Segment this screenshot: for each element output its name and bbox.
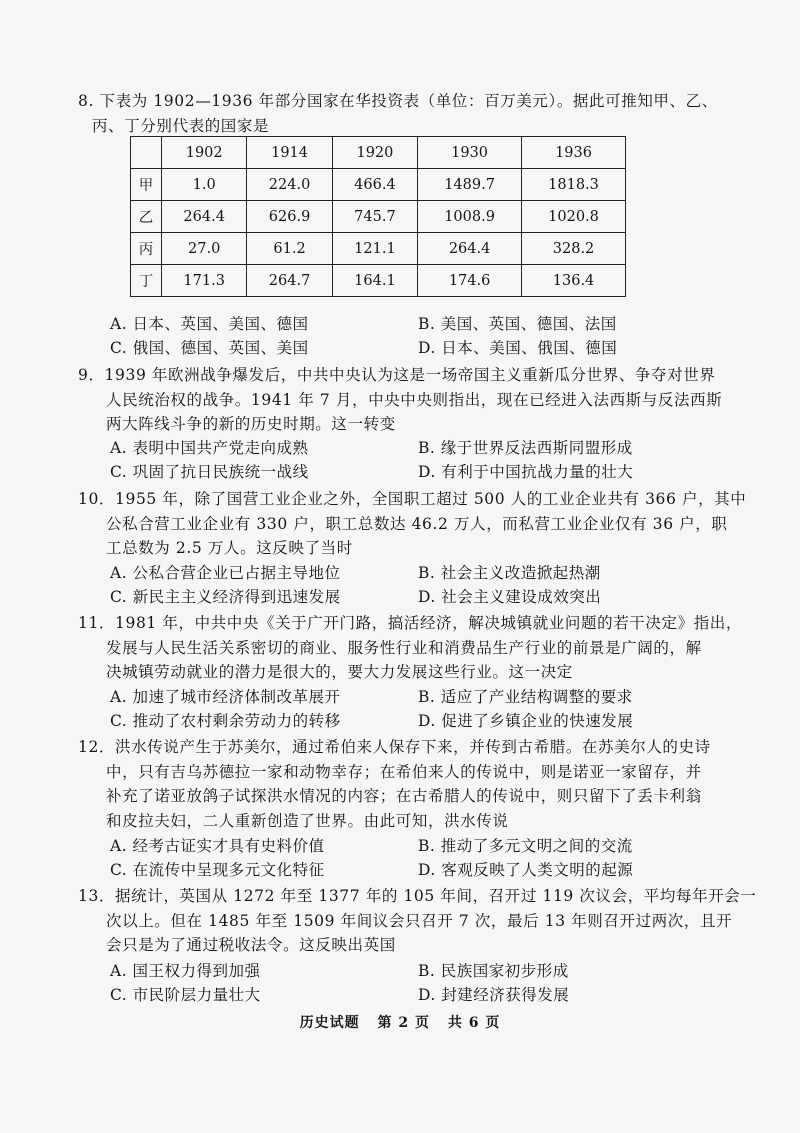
q11-option-d[interactable]: D. 促进了乡镇企业的快速发展 xyxy=(418,712,634,730)
q13-option-a[interactable]: A. 国王权力得到加强 xyxy=(110,962,261,980)
q9-stem-line-2: 人民统治权的战争。1941 年 7 月，中央中央则指出，现在已经进入法西斯与反法西斯 xyxy=(106,391,723,409)
q10-option-d[interactable]: D. 社会主义建设成效突出 xyxy=(418,588,602,606)
q10-stem-line-1: 10．1955 年，除了国营工业企业之外，全国职工超过 500 人的工业企业共有 366 户，其中 xyxy=(78,490,747,508)
q13-stem-line-3: 会只是为了通过税收法令。这反映出英国 xyxy=(106,936,396,954)
table-header-cell xyxy=(131,137,162,169)
q10-stem-line-2: 公私合营工业企业有 330 户，职工总数达 46.2 万人，而私营工业企业仅有 36 户，职 xyxy=(106,515,728,533)
q13-option-d[interactable]: D. 封建经济获得发展 xyxy=(418,986,570,1004)
table-row xyxy=(131,265,626,297)
q12-option-a[interactable]: A. 经考古证实才具有史料价值 xyxy=(110,837,325,855)
q8-stem-line-1: 8. 下表为 1902—1936 年部分国家在华投资表（单位：百万美元）。据此可推知甲、乙、 xyxy=(78,92,718,110)
table-cell: 丙 xyxy=(131,233,162,265)
q8-option-c[interactable]: C. 俄国、德国、英国、美国 xyxy=(110,339,309,357)
footer-page-number: 第 2 页 xyxy=(377,1015,430,1031)
q11-stem-line-2: 发展与人民生活关系密切的商业、服务性行业和消费品生产行业的前景是广阔的，解 xyxy=(106,639,702,657)
table-cell: 1489.7 xyxy=(418,169,522,201)
q8-option-a[interactable]: A. 日本、英国、美国、德国 xyxy=(110,315,309,333)
table-cell: 1020.8 xyxy=(522,201,626,233)
q13-option-c[interactable]: C. 市民阶层力量壮大 xyxy=(110,986,261,1004)
table-cell: 264.4 xyxy=(162,201,247,233)
table-header-row xyxy=(131,137,626,169)
footer-total-pages: 共 6 页 xyxy=(447,1015,501,1031)
table-header-cell: 1930 xyxy=(418,137,522,169)
table-header-cell: 1920 xyxy=(332,137,417,169)
table-cell: 乙 xyxy=(131,201,162,233)
table-cell: 745.7 xyxy=(332,201,417,233)
q11-stem-line-1: 11．1981 年，中共中央《关于广开门路，搞活经济，解决城镇就业问题的若干决定》指出， xyxy=(78,614,742,632)
investment-table xyxy=(130,136,626,297)
table-row xyxy=(131,201,626,233)
q13-stem-line-2: 次以上。但在 1485 年至 1509 年间议会只召开 7 次，最后 13 年则召开过两次，且开 xyxy=(106,912,733,930)
table-cell: 328.2 xyxy=(522,233,626,265)
page-footer xyxy=(0,1012,800,1032)
table-cell: 171.3 xyxy=(162,265,247,297)
table-cell: 224.0 xyxy=(247,169,332,201)
table-row xyxy=(131,169,626,201)
q12-stem-line-2: 中，只有吉乌苏德拉一家和动物幸存；在希伯来人的传说中，则是诺亚一家留存，并 xyxy=(106,763,702,781)
q11-option-b[interactable]: B. 适应了产业结构调整的要求 xyxy=(418,688,633,706)
footer-subject: 历史试题 xyxy=(299,1015,360,1031)
q12-stem-line-1: 12．洪水传说产生于苏美尔，通过希伯来人保存下来，并传到古希腊。在苏美尔人的史诗 xyxy=(78,738,711,756)
q12-option-d[interactable]: D. 客观反映了人类文明的起源 xyxy=(418,861,634,879)
q12-stem-line-3: 补充了诺亚放鸽子试探洪水情况的内容；在古希腊人的传说中，则只留下了丢卡利翁 xyxy=(106,787,702,805)
table-cell: 164.1 xyxy=(332,265,417,297)
q13-stem-line-1: 13．据统计，英国从 1272 年至 1377 年的 105 年间，召开过 119 次议会，平均每年开会一 xyxy=(78,887,757,905)
q10-option-c[interactable]: C. 新民主主义经济得到迅速发展 xyxy=(110,588,341,606)
q9-stem-line-3: 两大阵线斗争的新的历史时期。这一转变 xyxy=(106,415,396,433)
q10-stem-line-3: 工总数为 2.5 万人。这反映了当时 xyxy=(106,539,353,557)
q10-option-a[interactable]: A. 公私合营企业已占据主导地位 xyxy=(110,564,341,582)
q12-option-b[interactable]: B. 推动了多元文明之间的交流 xyxy=(418,837,633,855)
q11-option-c[interactable]: C. 推动了农村剩余劳动力的转移 xyxy=(110,712,341,730)
table-cell: 466.4 xyxy=(332,169,417,201)
table-cell: 174.6 xyxy=(418,265,522,297)
q13-option-b[interactable]: B. 民族国家初步形成 xyxy=(418,962,569,980)
table-cell: 甲 xyxy=(131,169,162,201)
table-cell: 1818.3 xyxy=(522,169,626,201)
q10-option-b[interactable]: B. 社会主义改造掀起热潮 xyxy=(418,564,601,582)
q8-option-d[interactable]: D. 日本、美国、俄国、德国 xyxy=(418,339,618,357)
table-cell: 61.2 xyxy=(247,233,332,265)
q11-option-a[interactable]: A. 加速了城市经济体制改革展开 xyxy=(110,688,341,706)
table-cell: 27.0 xyxy=(162,233,247,265)
table-header-cell: 1914 xyxy=(247,137,332,169)
q9-option-b[interactable]: B. 缘于世界反法西斯同盟形成 xyxy=(418,439,633,457)
q12-option-c[interactable]: C. 在流传中呈现多元文化特征 xyxy=(110,861,325,879)
q9-stem-line-1: 9．1939 年欧洲战争爆发后，中共中央认为这是一场帝国主义重新瓜分世界、争夺对世界 xyxy=(78,366,716,384)
q12-stem-line-4: 和皮拉夫妇，二人重新创造了世界。由此可知，洪水传说 xyxy=(106,812,509,830)
q9-option-c[interactable]: C. 巩固了抗日民族统一战线 xyxy=(110,463,309,481)
table-cell: 626.9 xyxy=(247,201,332,233)
table-header-cell: 1936 xyxy=(522,137,626,169)
table-cell: 丁 xyxy=(131,265,162,297)
q9-option-d[interactable]: D. 有利于中国抗战力量的壮大 xyxy=(418,463,634,481)
table-cell: 121.1 xyxy=(332,233,417,265)
table-cell: 136.4 xyxy=(522,265,626,297)
table-row xyxy=(131,233,626,265)
q8-option-b[interactable]: B. 美国、英国、德国、法国 xyxy=(418,315,617,333)
q9-option-a[interactable]: A. 表明中国共产党走向成熟 xyxy=(110,439,309,457)
table-cell: 1008.9 xyxy=(418,201,522,233)
table-cell: 264.7 xyxy=(247,265,332,297)
q8-stem-line-2: 丙、丁分别代表的国家是 xyxy=(92,117,270,135)
table-cell: 264.4 xyxy=(418,233,522,265)
q11-stem-line-3: 决城镇劳动就业的潜力是很大的，要大力发展这些行业。这一决定 xyxy=(106,663,573,681)
table-header-cell: 1902 xyxy=(162,137,247,169)
table-cell: 1.0 xyxy=(162,169,247,201)
